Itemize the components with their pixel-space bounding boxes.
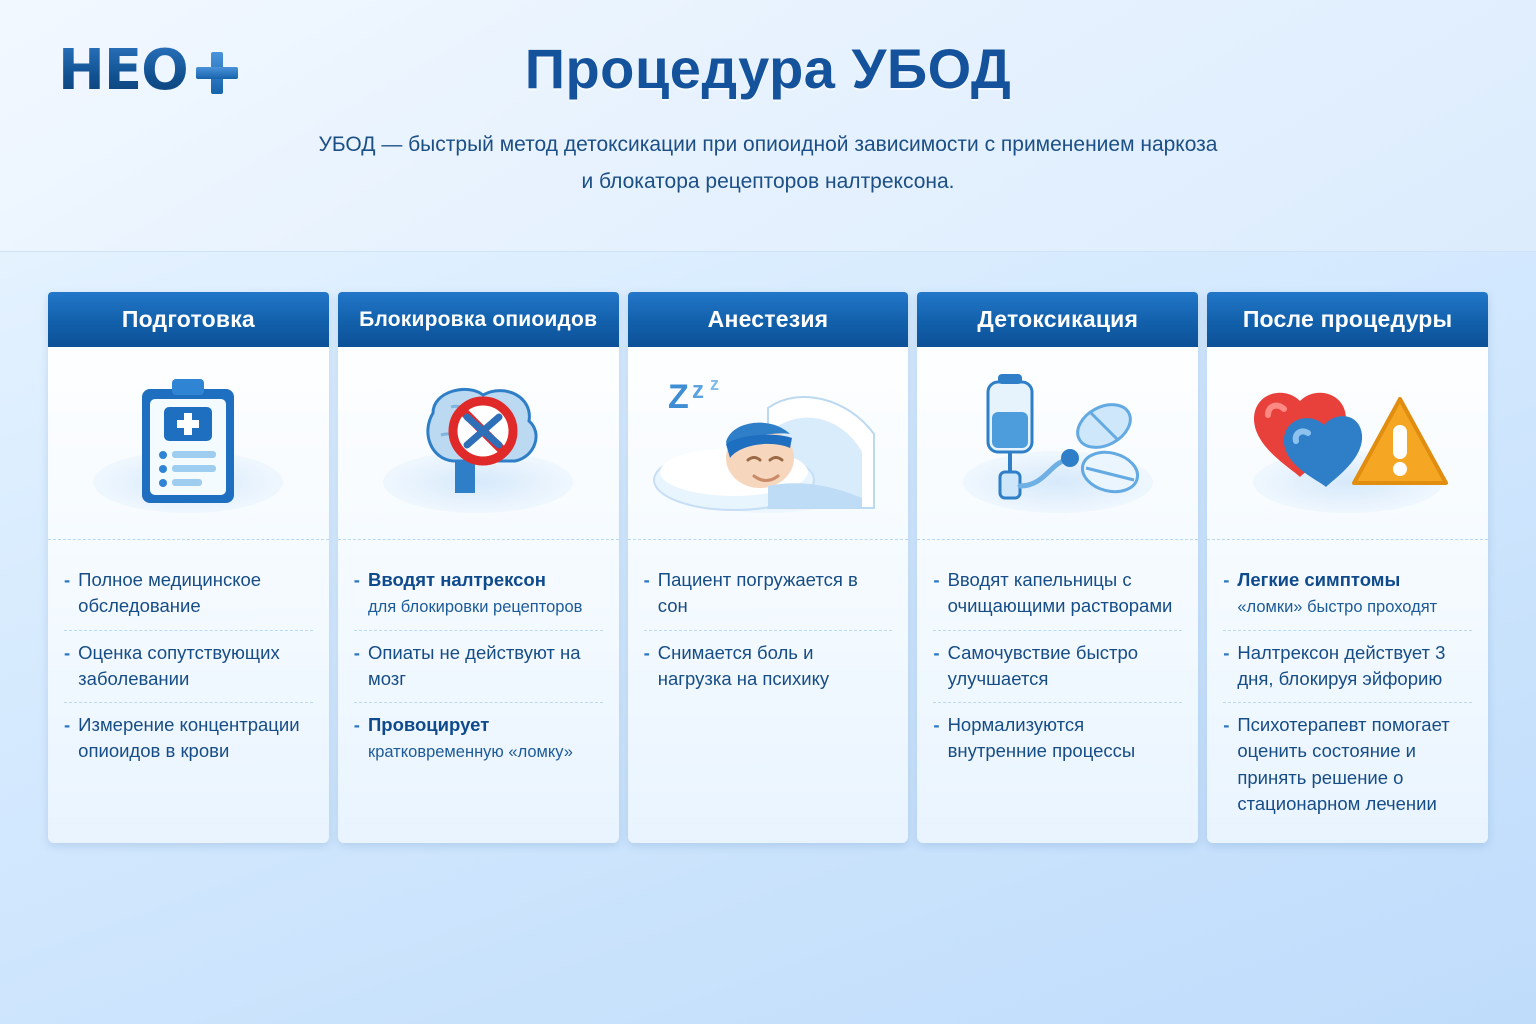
list-item xyxy=(933,702,1182,775)
step-card-body xyxy=(917,540,1198,843)
list-item-text: Оценка сопутствующих заболевании xyxy=(78,641,280,689)
list-item-text: Нормализуются внутренние процессы xyxy=(947,714,1136,762)
step-card-body xyxy=(338,540,619,843)
bullet-dash-icon: - xyxy=(353,714,360,736)
step-card-preparation xyxy=(48,292,329,843)
list-item xyxy=(64,558,313,630)
bullet-dash-icon: - xyxy=(643,641,650,663)
list-item-sub: кратковременную «ломку» xyxy=(367,743,573,762)
list-item-text xyxy=(368,712,573,765)
bullet-dash-icon: - xyxy=(1223,641,1230,663)
sleeping-patient-icon xyxy=(628,347,909,540)
bullet-dash-icon: - xyxy=(933,569,940,590)
step-card-anesthesia xyxy=(628,292,909,843)
clipboard-medical-icon xyxy=(48,347,329,540)
list-item-text xyxy=(368,567,582,620)
svg-text:z: z xyxy=(709,374,719,394)
list-item-text: Самочувствие быстро улучшается xyxy=(947,641,1139,689)
bullet-dash-icon: - xyxy=(64,714,71,736)
list-item-text: Пациент погружается в сон xyxy=(657,569,858,617)
list-item-text: Психотерапевт помогает оценить состояние и принять решение о стационарном лечении xyxy=(1237,714,1450,815)
iv-drip-pills-icon xyxy=(917,347,1198,540)
list-item xyxy=(64,702,313,775)
svg-text:Z: Z xyxy=(667,378,689,416)
list-item-text: Опиаты не действуют на мозг xyxy=(367,641,581,689)
list-item-text: Налтрексон действует 3 дня, блокируя эйфорию xyxy=(1237,641,1446,689)
step-card-title: Подготовка xyxy=(48,292,329,347)
list-item xyxy=(1223,702,1472,827)
subtitle-line-1: УБОД — быстрый метод детоксикации при опиоидной зависимости с применением наркоза xyxy=(318,133,1218,156)
list-item xyxy=(1223,630,1472,703)
bullet-dash-icon: - xyxy=(1223,714,1230,736)
bullet-dash-icon: - xyxy=(933,641,940,663)
list-item-text xyxy=(1237,567,1437,620)
list-item xyxy=(64,630,313,703)
iv-drip-pills-glyph xyxy=(958,368,1158,518)
list-item xyxy=(644,558,893,630)
list-item-main: Легкие симптомы xyxy=(1237,569,1401,590)
brain-blocked-glyph xyxy=(393,373,563,513)
list-item xyxy=(354,558,603,630)
step-card-detox xyxy=(917,292,1198,843)
list-item xyxy=(644,630,893,703)
brand-logo xyxy=(58,38,238,103)
list-item-main: Вводят налтрексон xyxy=(367,569,546,590)
step-card-title: После процедуры xyxy=(1207,292,1488,347)
bullet-dash-icon: - xyxy=(353,569,360,590)
steps-row xyxy=(48,292,1488,843)
heart-warning-glyph xyxy=(1238,373,1458,513)
step-card-title: Детоксикация xyxy=(917,292,1198,347)
svg-text:z: z xyxy=(691,377,704,404)
step-card-body xyxy=(1207,540,1488,843)
list-item-text: Измерение концентрации опиоидов в крови xyxy=(78,714,300,762)
step-card-aftercare xyxy=(1207,292,1488,843)
list-item xyxy=(354,702,603,775)
list-item xyxy=(933,558,1182,630)
bullet-dash-icon: - xyxy=(64,641,71,663)
list-item-text: Снимается боль и нагрузка на психику xyxy=(657,641,830,689)
list-item-text: Вводят капельницы с очищающими растворами xyxy=(947,569,1173,617)
step-card-opioid-blocking xyxy=(338,292,619,843)
clipboard-medical-glyph xyxy=(128,375,248,511)
list-item-sub: «ломки» быстро проходят xyxy=(1237,598,1438,617)
brain-blocked-icon xyxy=(338,347,619,540)
bullet-dash-icon: - xyxy=(64,569,71,590)
list-item xyxy=(1223,558,1472,630)
bullet-dash-icon: - xyxy=(933,714,940,736)
heart-warning-icon xyxy=(1207,347,1488,540)
page-title: Процедура УБОД xyxy=(524,37,1012,100)
subtitle-line-2: и блокатора рецепторов налтрексона. xyxy=(581,169,955,193)
sleeping-patient-glyph xyxy=(648,368,888,518)
bullet-dash-icon: - xyxy=(1223,569,1230,590)
brand-logo-text: HEO xyxy=(58,38,188,103)
step-card-title: Анестезия xyxy=(628,292,909,347)
page-subtitle xyxy=(178,127,1358,201)
step-card-title: Блокировка опиоидов xyxy=(338,292,619,347)
bullet-dash-icon: - xyxy=(353,641,360,663)
medical-plus-icon xyxy=(196,52,238,94)
list-item-text: Полное медицинское обследование xyxy=(78,569,262,617)
list-item-main: Провоцирует xyxy=(367,714,490,736)
bullet-dash-icon: - xyxy=(643,569,650,590)
step-card-body xyxy=(628,540,909,843)
list-item xyxy=(933,630,1182,703)
list-item xyxy=(354,630,603,703)
step-card-body xyxy=(48,540,329,843)
page-header xyxy=(0,0,1536,252)
list-item-sub: для блокировки рецепторов xyxy=(367,598,583,617)
